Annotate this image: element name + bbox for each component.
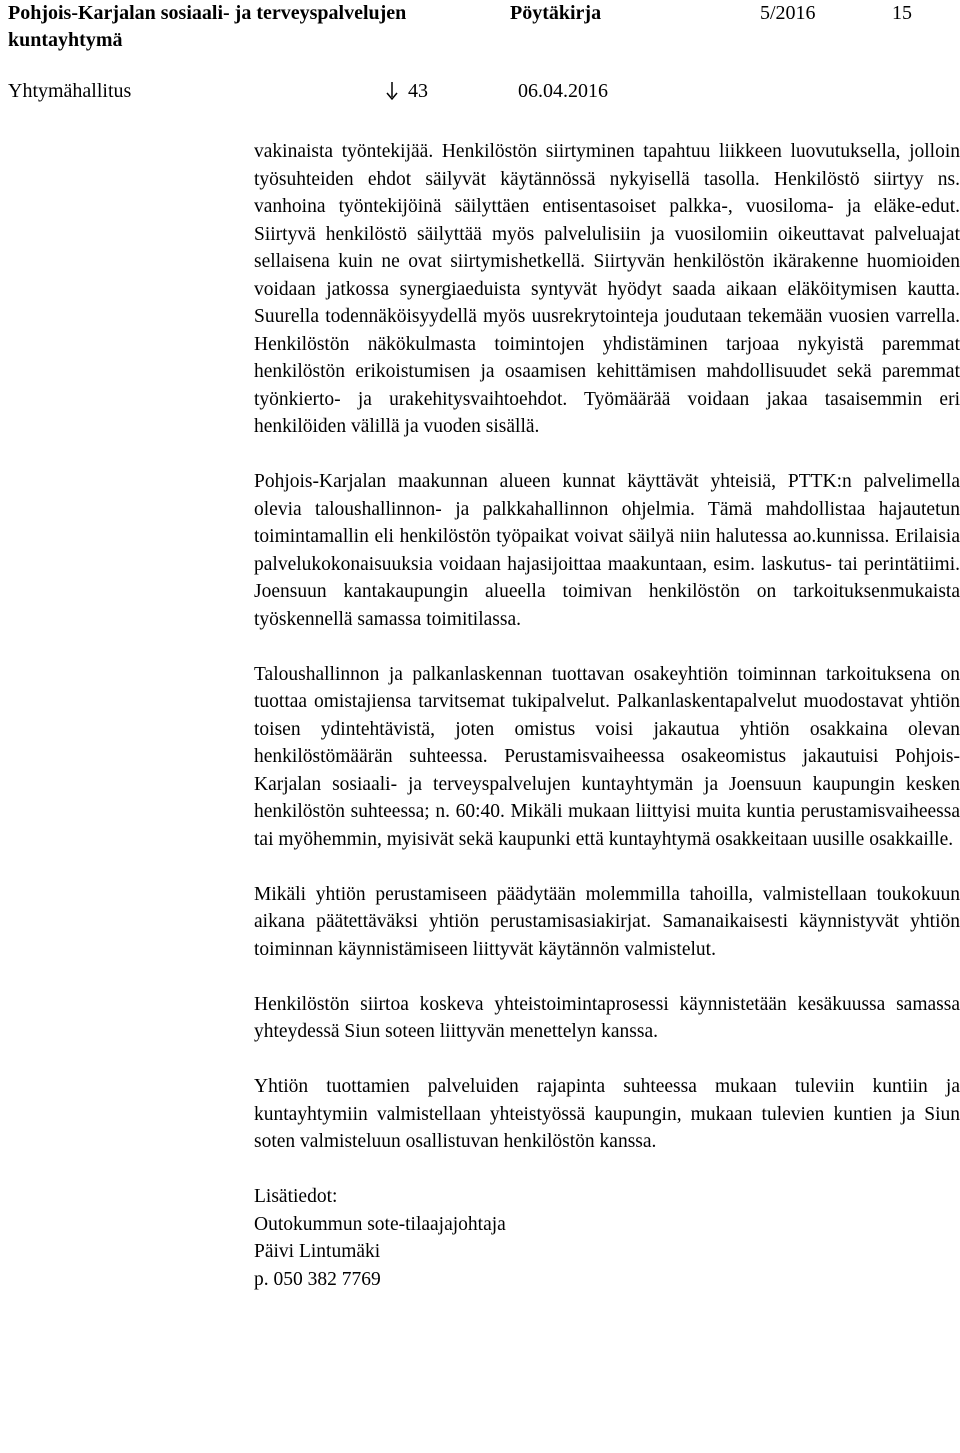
paragraph-cooperation-process: Henkilöstön siirtoa koskeva yhteistoimintaprosessi käynnistetään kesäkuussa samassa yhteydessä Siun soteen liittyvän menettelyn kanssa. bbox=[254, 993, 960, 1042]
paragraph-service-interface: Yhtiön tuottamien palveluiden rajapinta suhteessa mukaan tuleviin kuntiin ja kuntayhtymiin valmistellaan yhteistyössä kaupungin, mukaan tulevien kuntien ja Siun soten valmisteluun osallistuvan henkilöstön kanssa. bbox=[254, 1076, 960, 1152]
section-number: 43 bbox=[408, 80, 428, 102]
document-header bbox=[8, 0, 948, 56]
contact-info bbox=[254, 1183, 960, 1293]
governing-body-name: Yhtymähallitus bbox=[8, 80, 132, 102]
contact-name: Päivi Lintumäki bbox=[254, 1241, 381, 1262]
document-body bbox=[254, 138, 960, 1293]
contact-label: Lisätiedot: bbox=[254, 1186, 338, 1207]
meeting-header bbox=[8, 78, 948, 108]
organization-name: Pohjois-Karjalan sosiaali- ja terveyspalvelujen kuntayhtymä bbox=[8, 2, 407, 51]
document-number: 5/2016 bbox=[760, 2, 816, 24]
paragraph-shared-systems: Pohjois-Karjalan maakunnan alueen kunnat käyttävät yhteisiä, PTTK:n palvelimella olevia taloushallinnon- ja palkkahallinnon ohjelmia. Tämä mahdollistaa hajautetun toimintamallin eli henkilöstön työpaikat voivat säilyä niin halutessa ao.kunnissa. Erilaisia palvelukokonaisuuksia voidaan hajasijoittaa maakuntaan, esim. laskutus- tai perintätiimi. Joensuun kantakaupungin alueella toimivan henkilöstön on tarkoituksenmukaista työskennellä samassa toimitilassa. bbox=[254, 471, 960, 630]
contact-title: Outokummun sote-tilaajajohtaja bbox=[254, 1213, 506, 1235]
paragraph-personnel-transfer: vakinaista työntekijää. Henkilöstön siirtyminen tapahtuu liikkeen luovutuksella, jolloin työsuhteiden ehdot säilyvät käytännössä nykyisellä tasolla. Henkilöstö siirtyy ns. vanhoina työntekijöinä säilyttäen entisentasoiset palkka-, vuosiloma- ja eläke-edut. Siirtyvä henkilöstö säilyttää myös palvelulisiin ja vuosilomiin oikeuttavat palveluajat sellaisena kuin ne ovat siirtymishetkellä. Siirtyvän henkilöstön ikärakenne huomioiden voidaan jatkossa synergiaeduista syntyvät hyödyt saada aikaan eläköitymisen kautta. Suurella todennäköisyydellä myös uusrekrytointeja joudutaan tekemään vuosien varrella. Henkilöstön näkökulmasta toimintojen yhdistäminen tarjoaa nykyistä paremmat henkilöstön erikoistumisen ja osaamisen kehittämisen mahdollisuudet sekä paremmat työnkierto- ja urakehitysvaihtoehdot. Työmäärää voidaan jakaa tasaisemmin eri henkilöiden välillä ja vuoden sisällä. bbox=[254, 141, 960, 437]
contact-phone: p. 050 382 7769 bbox=[254, 1268, 381, 1290]
meeting-date: 06.04.2016 bbox=[518, 80, 608, 102]
paragraph-company-purpose: Taloushallinnon ja palkanlaskennan tuottavan osakeyhtiön toiminnan tarkoituksena on tuottaa omistajiensa tarvitsemat tukipalvelut. Palkanlaskentapalvelut muodostavat yhtiön toisen ydintehtävistä, joten omistus voisi jakautua yhtiön osakkaina olevan henkilöstömäärän suhteessa. Perustamisvaiheessa osakeomistus jakautuisi Pohjois-Karjalan sosiaali- ja terveyspalvelujen kuntayhtymän ja Joensuun kaupungin kesken henkilöstön suhteessa; n. 60:40. Mikäli mukaan liittyisi muita kuntia perustamisvaiheessa tai myöhemmin, myisivät sekä kaupunki että kuntayhtymä osakkeitaan uusille osakkaille. bbox=[254, 663, 960, 850]
document-type: Pöytäkirja bbox=[510, 2, 602, 24]
section-arrow-icon bbox=[385, 82, 399, 102]
page-number: 15 bbox=[892, 2, 912, 24]
paragraph-founding-documents: Mikäli yhtiön perustamiseen päädytään molemmilla tahoilla, valmistellaan toukokuun aikana päätettäväksi yhtiön perustamisasiakirjat. Samanaikaisesti käynnistyvät yhtiön toiminnan käynnistämiseen liittyvät käytännön valmistelut. bbox=[254, 883, 960, 960]
